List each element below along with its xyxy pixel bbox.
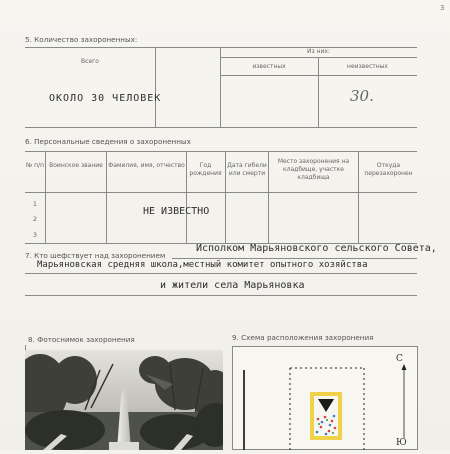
- patron-line-1: Исполком Марьяновского сельского Совета,: [196, 243, 437, 254]
- col-unknown-label: неизвестных: [347, 63, 388, 70]
- unknown-buried-value: 30.: [350, 87, 374, 105]
- header-death-date: Дата гибели или смерти: [227, 162, 267, 177]
- north-mark: С: [396, 354, 403, 364]
- burial-scheme: [232, 346, 418, 450]
- section-8-title: 8. Фотоснимок захоронения: [28, 335, 135, 344]
- section-9-title: 9. Схема расположения захоронения: [232, 333, 374, 342]
- col-of-them-label: Из них:: [307, 48, 330, 55]
- south-mark: Ю: [396, 438, 407, 448]
- page-corner-mark: 3: [440, 4, 445, 12]
- header-birth-year: Год рождения: [189, 162, 222, 177]
- patron-line-3: и жители села Марьяновка: [160, 280, 305, 291]
- col-known-label: известных: [252, 63, 286, 70]
- row-number-1: 1: [32, 200, 38, 208]
- section-6-title: 6. Персональные сведения о захороненных: [25, 137, 191, 146]
- section-7-title: 7. Кто шефствует над захоронением: [25, 251, 166, 260]
- personal-data-value: НЕ ИЗВЕСТНО: [143, 206, 210, 217]
- patron-line-2: Марьяновская средняя школа,местный комитет опытного хозяйства: [37, 260, 368, 270]
- header-number: № п/п: [25, 162, 44, 169]
- row-number-2: 2: [32, 215, 38, 223]
- header-full-name: Фамилия, имя, отчество: [108, 162, 185, 169]
- burial-photo: [25, 350, 223, 450]
- row-number-3: 3: [32, 231, 38, 239]
- header-rank: Воинское звание: [49, 162, 103, 169]
- total-buried-value: ОКОЛО 30 ЧЕЛОВЕК: [49, 93, 162, 104]
- header-burial-place: Место захоронения на кладбище, участке кладбища: [277, 158, 350, 181]
- header-reburied-from: Откуда перезахоронен: [364, 162, 413, 177]
- section-5-title: 5. Количество захороненных:: [25, 35, 138, 44]
- col-total-label: Всего: [81, 58, 99, 65]
